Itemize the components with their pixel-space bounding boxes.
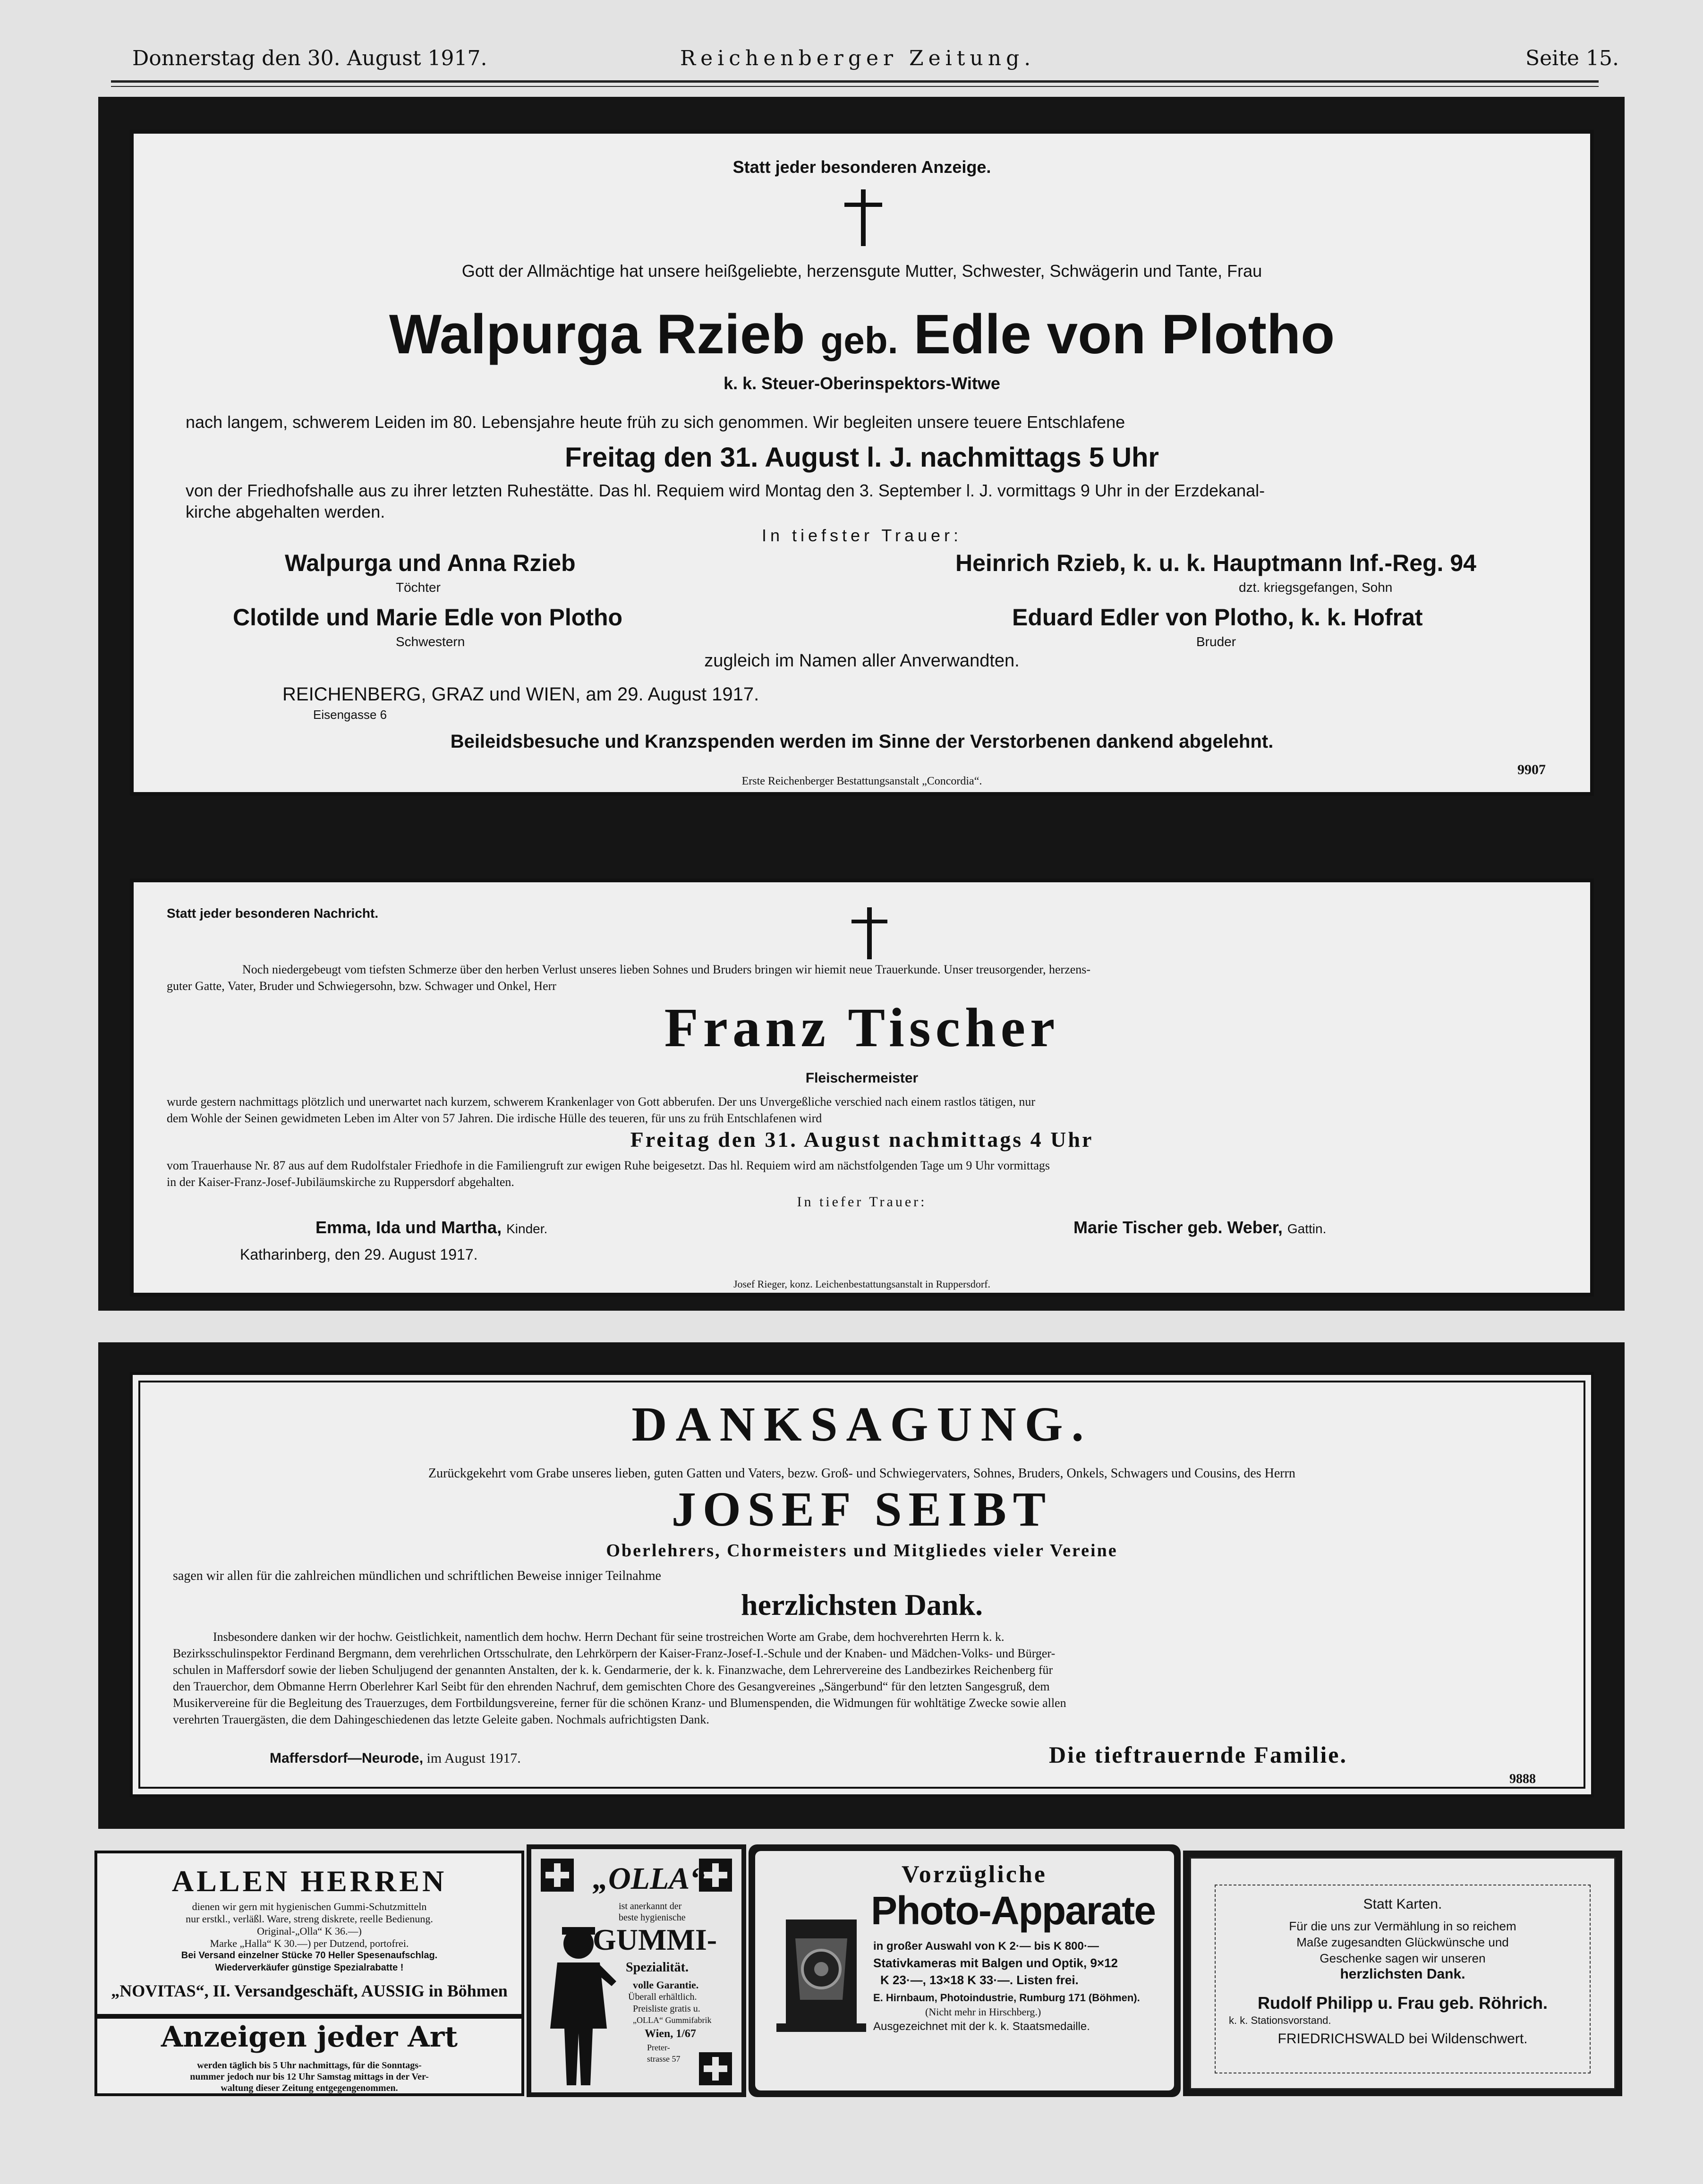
notice-1-intro: Statt jeder besonderen Anzeige. (732, 157, 991, 177)
ad-novitas (94, 1851, 524, 2017)
ad-karten-line-3: Geschenke sagen wir unseren (1320, 1951, 1486, 1965)
notice-2-line5: vom Trauerhause Nr. 87 aus auf dem Rudolfstaler Friedhofe in die Familiengruft zur ewigen Ruhe beigesetzt. Das hl. Requiem wird am nächstfolgenden Tage um 9 Uhr vormittags (167, 1159, 1050, 1172)
notice-3 (130, 1372, 1594, 1797)
notice-2-line2: guter Gatte, Vater, Bruder und Schwiegersohn, bzw. Schwager und Onkel, Herr (167, 979, 556, 993)
notice-2-line4: dem Wohle der Seinen gewidmeten Leben im Alter von 57 Jahren. Die irdische Hülle des teueren, für uns zu früh Entschlafenen wird (167, 1111, 822, 1125)
place-date: im August 1917. (426, 1750, 521, 1766)
notice-3-body-4: den Trauerchor, dem Obmanne Herrn Oberlehrer Karl Seibt für den ehrenden Nachruf, dem gemischten Chore des Gesangvereines „Sängerbund“ für den letzten Sangesgruß, dem (173, 1680, 1050, 1693)
ad-olla-line-5: Preisliste gratis u. (633, 2004, 700, 2014)
ad-olla-line-9: strasse 57 (647, 2054, 681, 2064)
ad-photo-line-6: Ausgezeichnet mit der k. k. Staatsmedaille. (873, 2020, 1090, 2033)
ad-photo-heading-2: Photo-Apparate (871, 1888, 1155, 1933)
notice-2-line3: wurde gestern nachmittags plötzlich und unerwartet nach kurzem, schwerem Krankenlager von Gott abberufen. Der uns Unvergeßliche verschied nach einem rastlos tätigen, nur (167, 1095, 1036, 1109)
notice-2-undertaker: Josef Rieger, konz. Leichenbestattungsanstalt in Ruppersdorf. (733, 1278, 991, 1290)
ad-anzeigen-heading: Anzeigen jeder Art (161, 2021, 458, 2054)
notice-2-line1: Noch niedergebeugt vom tiefsten Schmerze über den herben Verlust unseres lieben Sohnes und Bruders bringen wir hiemit neue Trauerkunde. Unser treusorgender, herzens- (242, 963, 1091, 976)
notice-2-mourning: In tiefer Trauer: (797, 1194, 927, 1210)
ad-olla-line-8: Preter- (647, 2043, 670, 2052)
header-newspaper: Reichenberger Zeitung. (680, 46, 1036, 70)
cross-icon (860, 907, 879, 959)
ad-olla-brand: „OLLA“ (593, 1861, 706, 1896)
swiss-cross-icon (699, 2052, 732, 2085)
notice-1-street: Eisengasse 6 (313, 708, 387, 722)
notice-2-place: Katharinberg, den 29. August 1917. (240, 1246, 478, 1263)
ad-olla-line-2: beste hygienische (619, 1912, 686, 1923)
ad-novitas-line-6: Wiederverkäufer günstige Spezialrabatte ! (215, 1962, 404, 1973)
notice-3-name: JOSEF SEIBT (671, 1482, 1053, 1536)
ad-karten-place: FRIEDRICHSWALD bei Wildenschwert. (1277, 2031, 1528, 2047)
ad-photo-line-5: (Nicht mehr in Hirschberg.) (925, 2006, 1041, 2018)
notice-3-line1: Zurückgekehrt vom Grabe unseres lieben, guten Gatten und Vaters, bezw. Groß- und Schwiegervaters, Sohnes, Bruders, Onkels, Schwagers und Cousins, des Herrn (428, 1466, 1295, 1481)
mourner-2-names: Marie Tischer geb. Weber, (1073, 1218, 1283, 1237)
ad-olla (527, 1844, 746, 2097)
mourner-2-role: dzt. kriegsgefangen, Sohn (1239, 580, 1393, 595)
notice-2-name: Franz Tischer (664, 997, 1060, 1058)
notice-2-mourner-2 (1073, 1218, 1326, 1237)
notice-2-funeral: Freitag den 31. August nachmittags 4 Uhr (630, 1127, 1094, 1152)
notice-3-body-1: Insbesondere danken wir der hochw. Geistlichkeit, namentlich dem hochw. Herrn Dechant für seine trostreichen Worte am Grabe, dem hochverehrten Herrn k. k. (213, 1630, 1005, 1644)
ad-novitas-line-4: Marke „Halla“ K 30.—) per Dutzend, portofrei. (210, 1937, 409, 1949)
ad-photo-panel (755, 1851, 1174, 2090)
notice-1-title: k. k. Steuer-Oberinspektors-Witwe (724, 374, 1000, 393)
ad-anzeigen (94, 2016, 524, 2096)
ad-anzeigen-line-2: nummer jedoch nur bis 12 Uhr Samstag mittags in der Ver- (190, 2072, 429, 2082)
mourner-1: Walpurga und Anna Rzieb (285, 550, 576, 576)
mourner-3-role: Schwestern (396, 634, 465, 649)
ad-photo-line-1: in großer Auswahl von K 2·— bis K 800·— (873, 1940, 1099, 1953)
notice-2 (130, 879, 1594, 1297)
mourner-1-role: Töchter (396, 580, 441, 595)
notice-1-line1: Gott der Allmächtige hat unsere heißgeliebte, herzensgute Mutter, Schwester, Schwägerin und Tante, Frau (461, 261, 1262, 281)
ad-photo-line-3: K 23·—, 13×18 K 33·—. Listen frei. (880, 1973, 1079, 1987)
ad-photo (749, 1844, 1181, 2097)
swiss-cross-icon (541, 1859, 574, 1892)
mourner-2: Heinrich Rzieb, k. u. k. Hauptmann Inf.-Reg. 94 (955, 550, 1476, 576)
ad-olla-line-3: volle Garantie. (633, 1979, 699, 1991)
ad-novitas-address: „NOVITAS“, II. Versandgeschäft, AUSSIG in Böhmen (111, 1981, 508, 2000)
mourner-4-role: Bruder (1196, 634, 1236, 649)
header-rule (111, 80, 1599, 83)
ad-karten (1183, 1851, 1622, 2096)
header-page: Seite 15. (1525, 46, 1619, 70)
notice-3-body-2: Bezirksschulinspektor Ferdinand Bergmann, dem verehrlichen Ortsschulrate, den Lehrkörpern der Kaiser-Franz-Josef-I.-Schule und der Knaben- und Mädchen-Volks- und Bürger- (173, 1647, 1056, 1660)
ad-photo-heading-1: Vorzügliche (902, 1861, 1047, 1888)
mourner-1-role: Kinder. (506, 1221, 548, 1236)
ad-novitas-line-5: Bei Versand einzelner Stücke 70 Heller Spesenaufschlag. (181, 1950, 438, 1961)
ad-novitas-line-3: Original-„Olla“ K 36.—) (257, 1925, 362, 1937)
notice-1-line4: kirche abgehalten werden. (186, 502, 385, 521)
mourner-1-names: Emma, Ida und Martha, (315, 1218, 502, 1237)
ad-novitas-line-1: dienen wir gern mit hygienischen Gummi-Schutzmitteln (192, 1901, 427, 1912)
ad-olla-line-1: ist anerkannt der (619, 1901, 682, 1911)
notice-3-place (270, 1750, 521, 1766)
deceased-first-name: Walpurga Rzieb (389, 303, 805, 366)
ad-karten-thanks: herzlichsten Dank. (1340, 1966, 1465, 1982)
ad-karten-line-2: Maße zugesandten Glückwünsche und (1296, 1935, 1509, 1949)
header-rule-thin (111, 86, 1599, 87)
notice-1-place: REICHENBERG, GRAZ und WIEN, am 29. August 1917. (282, 684, 759, 705)
notice-1-mourning: In tiefster Trauer: (761, 526, 962, 545)
deceased-maiden-name: Edle von Plotho (913, 303, 1335, 366)
notice-3-number: 9888 (1509, 1772, 1536, 1786)
ad-anzeigen-line-3: waltung dieser Zeitung entgegengenommen. (221, 2083, 398, 2093)
notice-3-family: Die tieftrauernde Familie. (1049, 1741, 1347, 1768)
ad-novitas-heading: ALLEN HERREN (171, 1864, 447, 1898)
mourner-4: Eduard Edler von Plotho, k. k. Hofrat (1012, 604, 1423, 631)
notice-2-line6: in der Kaiser-Franz-Josef-Jubiläumskirche zu Ruppersdorf abgehalten. (167, 1175, 514, 1189)
ad-karten-title: Statt Karten. (1363, 1896, 1442, 1912)
ad-anzeigen-line-1: werden täglich bis 5 Uhr nachmittags, für die Sonntags- (197, 2060, 422, 2071)
notice-3-line2: sagen wir allen für die zahlreichen mündlichen und schriftlichen Beweise inniger Teilnahme (173, 1569, 661, 1583)
mourner-2-role: Gattin. (1287, 1221, 1327, 1236)
cross-icon (854, 189, 873, 246)
header-date: Donnerstag den 30. August 1917. (132, 46, 487, 70)
notice-3-heading: DANKSAGUNG. (631, 1397, 1092, 1451)
notice-1-relatives: zugleich im Namen aller Anverwandten. (704, 651, 1020, 671)
ad-karten-panel (1190, 1857, 1616, 2090)
camera-icon (767, 1905, 871, 2047)
notice-3-body-6: verehrten Trauergästen, die dem Dahingeschiedenen das letzte Geleite gaben. Nochmals aufrichtigsten Dank. (173, 1713, 709, 1726)
place-name: Maffersdorf—Neurode, (270, 1750, 424, 1766)
ad-karten-role: k. k. Stationsvorstand. (1229, 2014, 1331, 2026)
notice-1-condolence: Beileidsbesuche und Kranzspenden werden im Sinne der Verstorbenen dankend abgelehnt. (450, 731, 1274, 752)
notice-3-subtitle: Oberlehrers, Chormeisters und Mitgliedes vieler Vereine (606, 1541, 1118, 1561)
notice-2-mourner-1 (315, 1218, 547, 1237)
notice-1 (130, 130, 1594, 796)
notice-1-line2: nach langem, schwerem Leiden im 80. Lebensjahre heute früh zu sich genommen. Wir begleiten unsere teuere Entschlafene (186, 412, 1125, 432)
notice-1-line3: von der Friedhofshalle aus zu ihrer letzten Ruhestätte. Das hl. Requiem wird Montag den 3. September l. J. vormittags 9 Uhr in der Erzdekanal- (186, 481, 1265, 500)
ad-olla-line-6: „OLLA“ Gummifabrik (633, 2015, 712, 2025)
ad-novitas-line-2: nur erstkl., verläßl. Ware, streng diskrete, reelle Bedienung. (186, 1913, 433, 1925)
ad-karten-line-1: Für die uns zur Vermählung in so reichem (1289, 1919, 1516, 1933)
notice-1-deceased (134, 304, 1590, 371)
notice-1-number: 9907 (1517, 762, 1546, 777)
mourner-3: Clotilde und Marie Edle von Plotho (233, 604, 623, 631)
ad-olla-line-7: Wien, 1/67 (645, 2028, 696, 2040)
notice-3-body-5: Musikervereine für die Begleitung des Trauerzuges, dem Fortbildungsvereine, ferner für die schönen Kranz- und Blumenspenden, die Widmungen für wohltätige Zwecke sowie allen (173, 1696, 1066, 1710)
notice-1-undertaker: Erste Reichenberger Bestattungsanstalt „Concordia“. (741, 775, 982, 787)
deceased-geb: geb. (820, 319, 898, 361)
notice-2-profession: Fleischermeister (805, 1070, 919, 1086)
ad-olla-gummi: GUMMI- (593, 1923, 717, 1956)
notice-1-funeral: Freitag den 31. August l. J. nachmittags 5 Uhr (565, 442, 1159, 473)
ad-olla-panel (531, 1849, 741, 2092)
notice-3-thanks: herzlichsten Dank. (741, 1588, 983, 1621)
ad-photo-line-4: E. Hirnbaum, Photoindustrie, Rumburg 171 (Böhmen). (873, 1992, 1140, 2004)
notice-2-intro: Statt jeder besonderen Nachricht. (167, 906, 379, 921)
ad-karten-names: Rudolf Philipp u. Frau geb. Röhrich. (1258, 1993, 1548, 2013)
ad-olla-spec: Spezialität. (626, 1960, 689, 1975)
notice-3-body-3: schulen in Maffersdorf sowie der lieben Schuljugend der genannten Anstalten, der k. k. Gendarmerie, der k. k. Finanzwache, dem Lehrervereine des Landbezirkes Reichenberg für (173, 1663, 1053, 1677)
ad-photo-line-2: Stativkameras mit Balgen und Optik, 9×12 (873, 1956, 1118, 1970)
ad-olla-line-4: Überall erhältlich. (628, 1992, 697, 2002)
